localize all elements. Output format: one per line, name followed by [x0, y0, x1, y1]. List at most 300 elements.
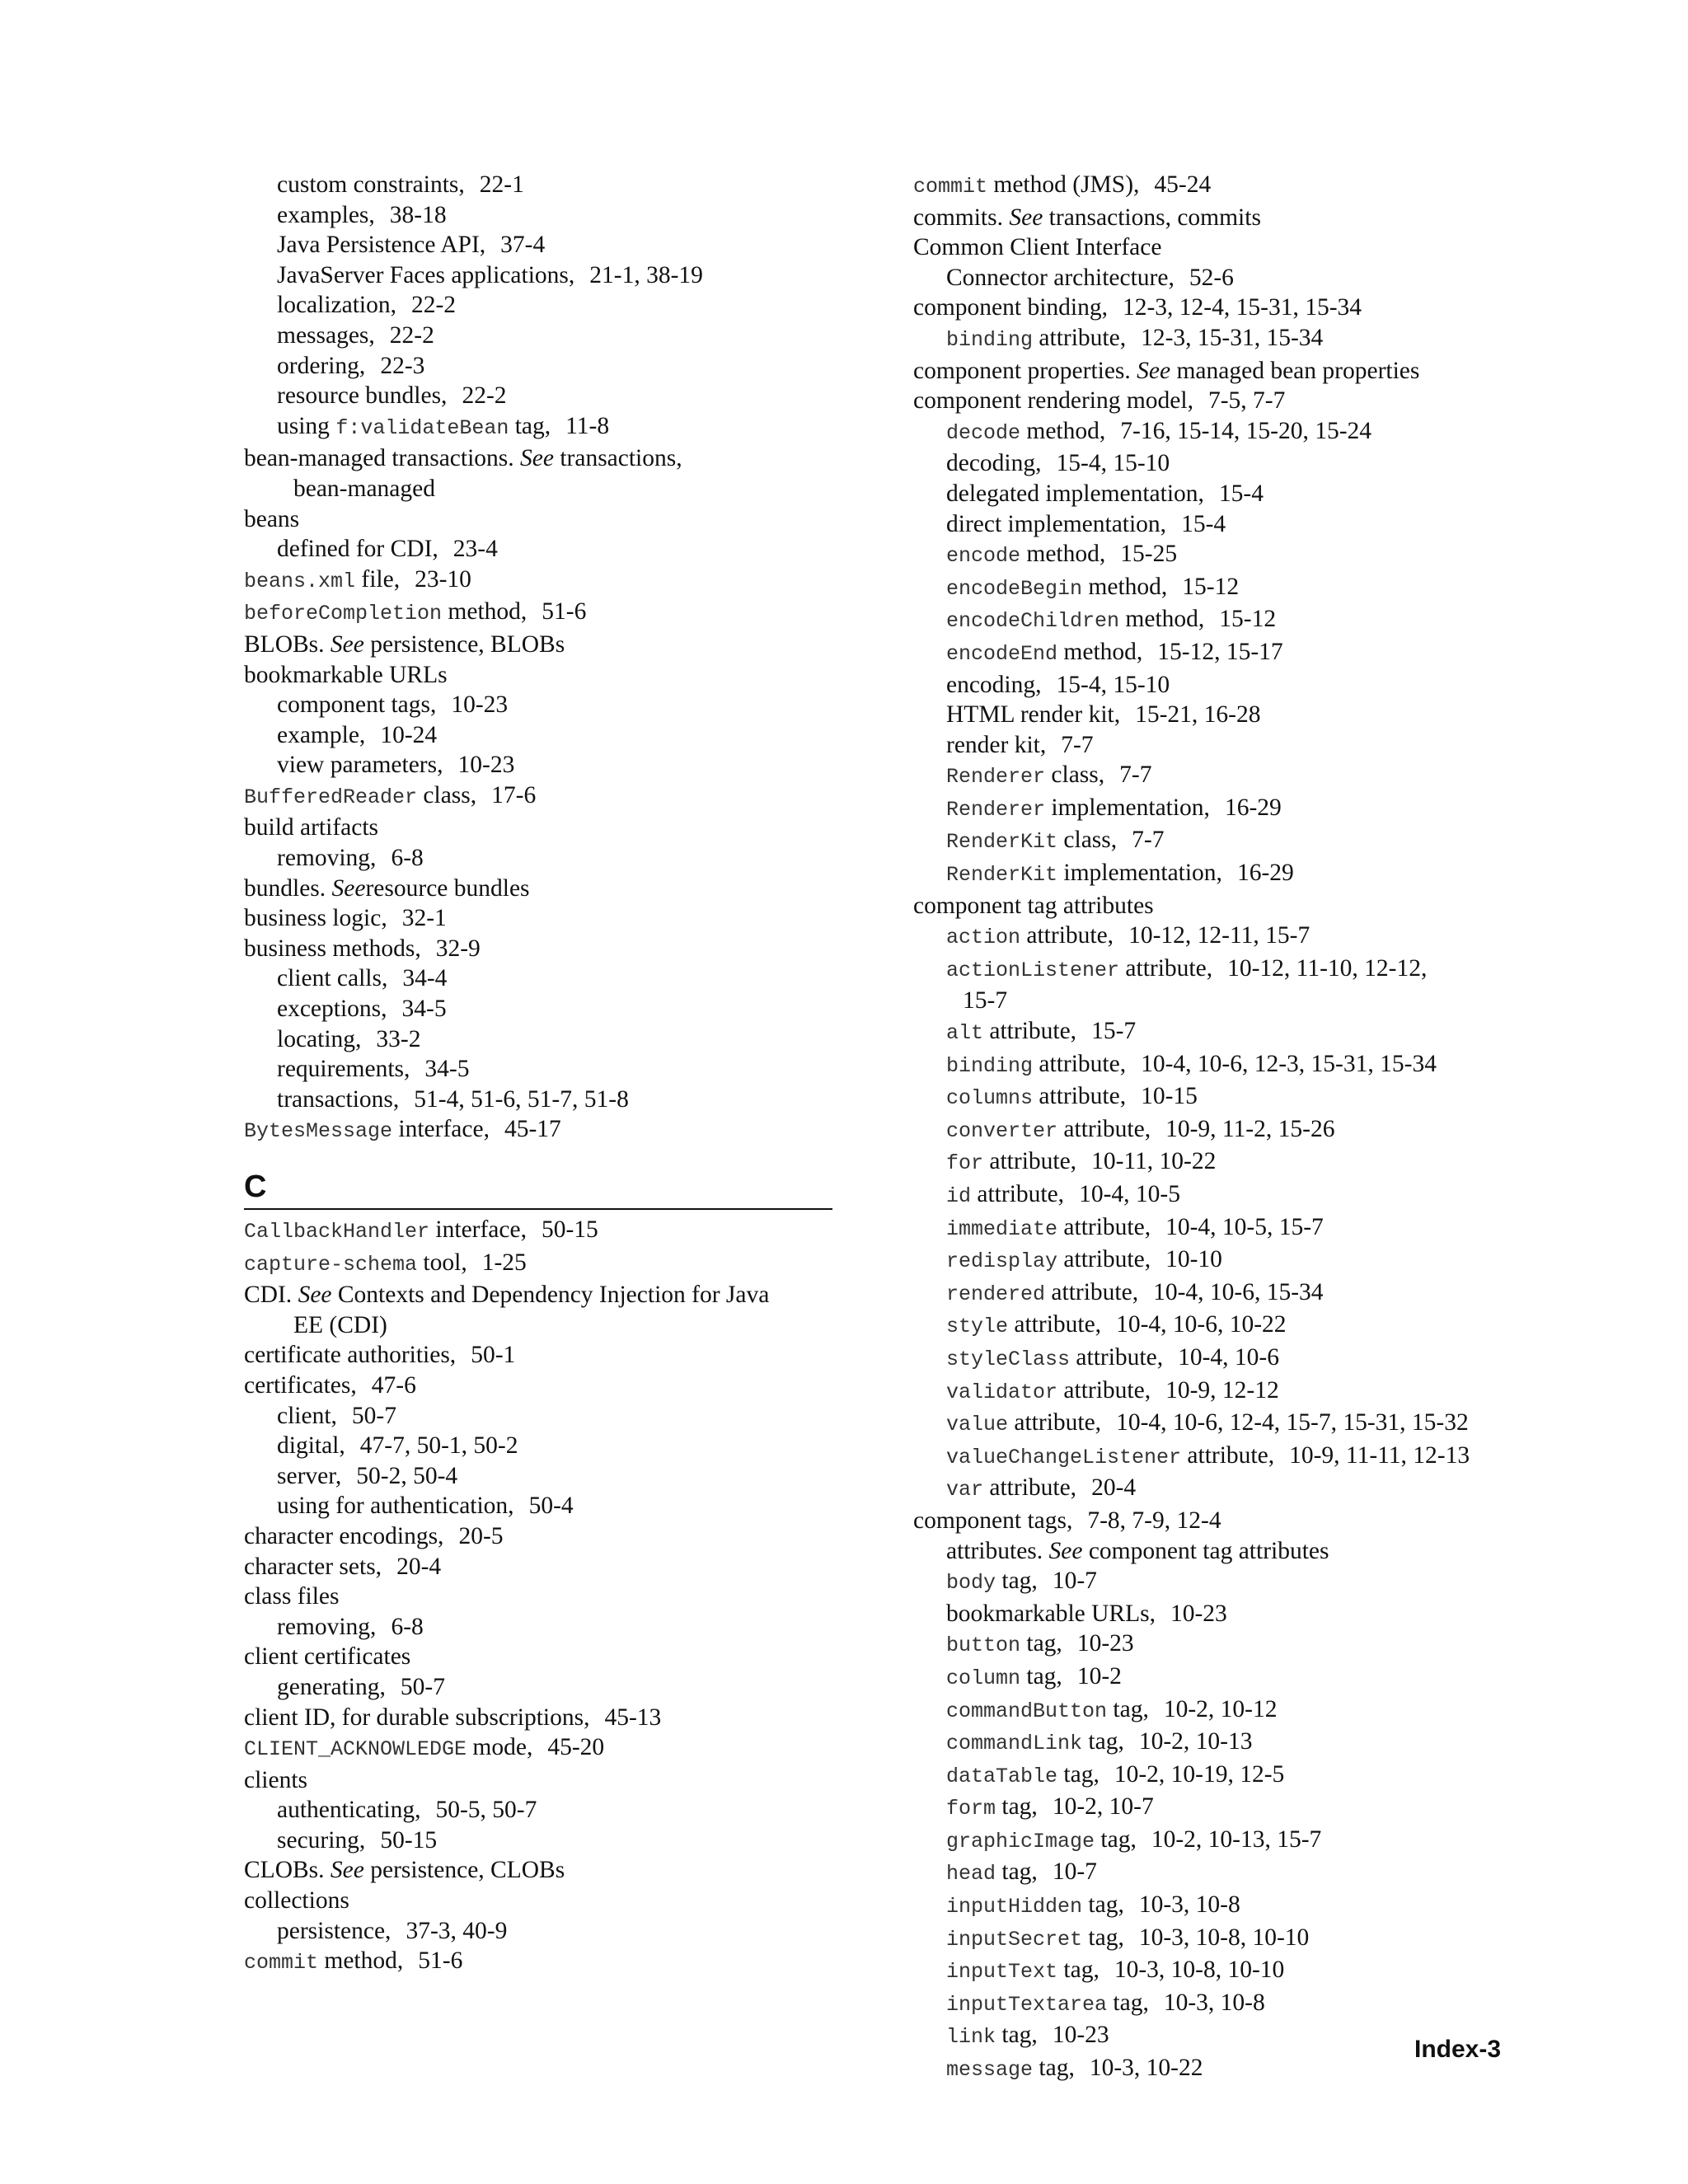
index-subentry — [913, 1473, 1540, 1506]
entry-text: 10-15 — [1141, 1083, 1198, 1110]
entry-text: class files — [244, 1583, 340, 1610]
code-term: form — [946, 1797, 996, 1821]
entry-text: 47-6 — [371, 1371, 416, 1399]
index-subentry — [244, 1431, 837, 1461]
index-entry — [913, 170, 1540, 203]
entry-text: 6-8 — [391, 845, 424, 872]
entry-text: 10-11, 10-22 — [1091, 1148, 1217, 1175]
index-subentry — [244, 351, 837, 382]
code-term: id — [946, 1184, 972, 1208]
entry-text: attribute, — [1008, 1311, 1102, 1338]
index-subentry — [913, 1277, 1540, 1310]
index-subentry — [913, 1441, 1540, 1474]
entry-text: using — [277, 412, 336, 439]
index-subentry — [913, 323, 1540, 356]
index-entry — [244, 1886, 837, 1916]
index-subentry — [913, 1212, 1540, 1245]
entry-text: attribute, — [971, 1181, 1065, 1207]
index-subentry — [913, 1408, 1540, 1441]
entry-text: Contexts and Dependency Injection for Java — [331, 1282, 770, 1309]
entry-text: 15-25 — [1120, 541, 1178, 568]
code-term: Renderer — [946, 797, 1046, 822]
entry-text: Common Client Interface — [913, 234, 1162, 261]
index-subentry — [913, 670, 1540, 701]
entry-text: 23-4 — [452, 536, 498, 563]
index-entry-continuation — [913, 986, 1540, 1016]
index-subentry — [913, 1310, 1540, 1343]
code-term: encodeEnd — [946, 641, 1058, 666]
code-term: inputText — [946, 1960, 1058, 1985]
entry-text: Connector architecture, — [946, 264, 1175, 291]
entry-text: 10-4, 10-6, 12-3, 15-31, 15-34 — [1141, 1050, 1437, 1077]
entry-text: certificate authorities, — [244, 1342, 457, 1369]
entry-text: 45-20 — [547, 1734, 605, 1761]
entry-text: 34-5 — [424, 1056, 470, 1083]
index-subentry — [913, 825, 1540, 858]
index-subentry — [913, 1016, 1540, 1049]
entry-text: 50-1 — [471, 1342, 516, 1369]
index-subentry — [913, 416, 1540, 449]
entry-text: 7-7 — [1119, 762, 1152, 789]
entry-text: view parameters, — [277, 752, 443, 779]
entry-text: 10-4, 10-6, 15-34 — [1153, 1278, 1324, 1305]
entry-text: tag, — [996, 1568, 1038, 1595]
index-entry — [244, 1582, 837, 1612]
see-reference: See — [520, 445, 554, 472]
index-subentry — [913, 263, 1540, 293]
entry-text: 20-5 — [458, 1522, 504, 1549]
entry-text: 10-10 — [1165, 1246, 1222, 1273]
code-term: BufferedReader — [244, 785, 418, 809]
entry-text: examples, — [277, 201, 375, 228]
code-term: styleClass — [946, 1347, 1071, 1371]
index-subentry — [913, 1629, 1540, 1661]
code-term: binding — [946, 327, 1034, 352]
entry-text: component tags, — [913, 1507, 1073, 1534]
index-subentry — [913, 1536, 1540, 1567]
index-entry — [913, 386, 1540, 416]
entry-text: 23-10 — [415, 565, 471, 593]
entry-text: resource bundles — [365, 874, 530, 902]
index-subentry — [913, 793, 1540, 826]
index-entry — [913, 1506, 1540, 1536]
index-entry — [244, 1521, 837, 1552]
entry-text: bookmarkable URLs — [244, 661, 448, 688]
entry-text: 10-2, 10-19, 12-5 — [1114, 1760, 1285, 1788]
index-entry — [913, 203, 1540, 233]
index-entry — [244, 1340, 837, 1371]
see-reference: See — [1009, 204, 1043, 231]
code-term: inputSecret — [946, 1927, 1083, 1952]
entry-text: 32-1 — [401, 905, 447, 932]
code-term: BytesMessage — [244, 1119, 393, 1144]
entry-text: authenticating, — [277, 1797, 421, 1824]
code-term: CallbackHandler — [244, 1220, 430, 1244]
index-subentry — [244, 290, 837, 321]
index-subentry — [913, 858, 1540, 891]
see-reference: See — [330, 1857, 364, 1884]
entry-text: component rendering model, — [913, 387, 1193, 415]
entry-text: 10-2, 10-12 — [1163, 1695, 1278, 1722]
entry-text: delegated implementation, — [946, 480, 1204, 507]
index-subentry — [244, 411, 837, 444]
entry-text: 50-15 — [380, 1826, 438, 1854]
index-subentry — [244, 1085, 837, 1115]
index-subentry — [244, 1054, 837, 1085]
index-entry — [244, 1248, 837, 1281]
entry-text: bean-managed transactions. — [244, 445, 521, 472]
index-subentry — [913, 700, 1540, 730]
entry-text: 10-9, 11-2, 15-26 — [1165, 1115, 1335, 1142]
code-term: commandButton — [946, 1699, 1108, 1723]
entry-text: 33-2 — [376, 1025, 421, 1052]
index-subentry — [913, 1566, 1540, 1599]
entry-text: method, — [1020, 541, 1106, 568]
entry-text: 16-29 — [1236, 860, 1294, 887]
code-term: encodeBegin — [946, 576, 1083, 601]
index-subentry — [913, 637, 1540, 670]
index-subentry — [913, 760, 1540, 793]
entry-text: 51-6 — [418, 1947, 463, 1975]
entry-text: using for authentication, — [277, 1493, 514, 1520]
entry-text: removing, — [277, 1613, 377, 1640]
entry-text: tag, — [996, 1793, 1038, 1821]
index-entry — [244, 780, 837, 813]
index-subentry — [244, 690, 837, 720]
entry-text: attribute, — [1045, 1278, 1139, 1305]
entry-text: tag, — [996, 1858, 1038, 1886]
see-reference: See — [331, 874, 366, 902]
entry-text: character encodings, — [244, 1522, 444, 1549]
index-subentry — [244, 200, 837, 231]
entry-text: 22-2 — [389, 321, 434, 349]
index-subentry — [244, 720, 837, 751]
entry-text: direct implementation, — [946, 510, 1167, 537]
index-subentry — [913, 1146, 1540, 1179]
code-term: f:validateBean — [335, 415, 509, 440]
entry-text: 7-7 — [1132, 827, 1165, 854]
entry-text: 1-25 — [481, 1249, 527, 1276]
index-entry — [244, 565, 837, 598]
entry-text: transactions, — [277, 1085, 400, 1113]
entry-text: tool, — [417, 1249, 467, 1276]
entry-text: custom constraints, — [277, 171, 465, 198]
left-index-column — [244, 170, 837, 1979]
code-term: converter — [946, 1118, 1058, 1143]
index-entry — [244, 874, 837, 904]
code-term: graphicImage — [946, 1829, 1095, 1854]
code-term: dataTable — [946, 1764, 1058, 1788]
entry-text: attribute, — [1057, 1213, 1151, 1240]
index-subentry — [913, 1760, 1540, 1793]
entry-text: 45-13 — [604, 1704, 662, 1731]
entry-text: attribute, — [983, 1018, 1077, 1045]
index-entry — [244, 934, 837, 964]
entry-text: 10-23 — [457, 752, 515, 779]
entry-text: 10-4, 10-6, 12-4, 15-7, 15-31, 15-32 — [1116, 1409, 1469, 1436]
entry-text: interface, — [429, 1216, 527, 1243]
entry-text: Java Persistence API, — [277, 232, 486, 259]
index-entry — [244, 630, 837, 660]
entry-text: attribute, — [1020, 922, 1114, 949]
entry-text: 12-3, 12-4, 15-31, 15-34 — [1122, 294, 1362, 321]
entry-text: attribute, — [1033, 324, 1127, 351]
page-number: Index-3 — [1414, 2036, 1502, 2063]
entry-text: tag, — [996, 2022, 1038, 2049]
entry-text: 10-12, 11-10, 12-12, — [1227, 954, 1428, 982]
index-subentry — [244, 1024, 837, 1055]
entry-text: 15-7 — [1091, 1018, 1137, 1045]
entry-text: 51-6 — [542, 598, 587, 626]
index-entry — [244, 903, 837, 934]
entry-text: HTML render kit, — [946, 701, 1121, 729]
index-entry — [244, 1215, 837, 1248]
code-term: message — [946, 2058, 1034, 2083]
index-subentry — [244, 170, 837, 200]
entry-text: 37-4 — [500, 232, 546, 259]
index-entry — [244, 660, 837, 691]
entry-text: class, — [1057, 827, 1118, 854]
code-term: link — [946, 2025, 996, 2050]
entry-text: 15-4, 15-10 — [1056, 450, 1170, 477]
entry-text: 52-6 — [1189, 264, 1234, 291]
code-term: actionListener — [946, 958, 1120, 982]
entry-text: 45-17 — [504, 1116, 561, 1143]
index-subentry — [913, 730, 1540, 761]
entry-text: attribute, — [1070, 1343, 1164, 1371]
entry-text: bookmarkable URLs, — [946, 1600, 1156, 1627]
entry-text: 10-7 — [1052, 1858, 1097, 1886]
code-term: CLIENT_ACKNOWLEDGE — [244, 1737, 467, 1762]
index-subentry — [913, 1179, 1540, 1212]
entry-text: 10-3, 10-8 — [1163, 1989, 1265, 2016]
code-term: encode — [946, 544, 1021, 569]
entry-text: CDI. — [244, 1282, 298, 1309]
index-subentry — [913, 1727, 1540, 1760]
entry-text: attribute, — [1057, 1115, 1151, 1142]
entry-text: requirements, — [277, 1056, 410, 1083]
entry-text: 15-12 — [1182, 573, 1240, 600]
entry-text: 21-1, 38-19 — [589, 261, 703, 288]
code-term: binding — [946, 1053, 1034, 1078]
entry-text: 32-9 — [435, 935, 481, 962]
entry-text: BLOBs. — [244, 630, 331, 658]
entry-text: digital, — [277, 1432, 345, 1460]
index-subentry — [244, 1916, 837, 1947]
see-reference: See — [298, 1282, 332, 1309]
entry-text: transactions, — [553, 445, 682, 472]
entry-text: attribute, — [1008, 1409, 1102, 1436]
see-reference: See — [1137, 357, 1171, 384]
entry-text: tag, — [1082, 1728, 1124, 1755]
entry-text: attribute, — [983, 1148, 1077, 1175]
entry-text: tag, — [1107, 1695, 1149, 1722]
entry-text: collections — [244, 1887, 349, 1915]
index-subentry — [913, 448, 1540, 479]
entry-text: 10-3, 10-8 — [1138, 1891, 1240, 1919]
index-entry-continuation — [244, 1310, 837, 1341]
entry-text: attribute, — [1057, 1376, 1151, 1404]
entry-text: 7-16, 15-14, 15-20, 15-24 — [1120, 417, 1372, 444]
entry-text: 10-24 — [380, 721, 438, 748]
entry-text: 50-5, 50-7 — [435, 1797, 537, 1824]
entry-text: persistence, CLOBs — [363, 1857, 565, 1884]
index-subentry — [913, 1694, 1540, 1727]
index-subentry — [244, 1612, 837, 1643]
entry-text: attribute, — [983, 1474, 1077, 1502]
entry-text: generating, — [277, 1673, 386, 1700]
index-entry — [244, 1280, 837, 1310]
code-term: validator — [946, 1380, 1058, 1404]
code-term: commit — [244, 1951, 319, 1975]
code-term: RenderKit — [946, 830, 1058, 855]
entry-text: attribute, — [1181, 1441, 1275, 1469]
right-index-column — [913, 170, 1540, 2086]
code-term: value — [946, 1413, 1009, 1437]
entry-text: component properties. — [913, 357, 1137, 384]
entry-text: component binding, — [913, 294, 1108, 321]
entry-text: class, — [1045, 762, 1105, 789]
index-subentry — [244, 534, 837, 565]
entry-text: 20-4 — [396, 1553, 442, 1580]
entry-text: 10-3, 10-8, 10-10 — [1114, 1957, 1285, 1984]
entry-text: 17-6 — [491, 781, 537, 808]
index-subentry — [244, 1401, 837, 1432]
entry-text: tag, — [1057, 1760, 1100, 1788]
index-subentry — [913, 1376, 1540, 1408]
index-entry — [244, 1703, 837, 1733]
entry-text: 7-5, 7-7 — [1207, 387, 1286, 415]
code-term: button — [946, 1633, 1021, 1658]
section-heading: C — [244, 1169, 832, 1210]
entry-text: 10-4, 10-5, 15-7 — [1165, 1213, 1324, 1240]
entry-text: attribute, — [1057, 1246, 1151, 1273]
index-subentry — [244, 321, 837, 351]
code-term: commit — [913, 175, 988, 199]
entry-text: client, — [277, 1402, 337, 1429]
code-term: capture-schema — [244, 1252, 418, 1277]
index-subentry — [913, 954, 1540, 987]
entry-text: attributes. — [946, 1537, 1049, 1564]
code-term: body — [946, 1571, 996, 1596]
entry-text: 10-3, 10-22 — [1089, 2055, 1203, 2082]
code-term: rendered — [946, 1282, 1046, 1306]
entry-text: implementation, — [1057, 860, 1222, 887]
entry-text: file, — [355, 565, 401, 593]
entry-text: CLOBs. — [244, 1857, 331, 1884]
entry-text: 15-4, 15-10 — [1056, 671, 1170, 698]
index-entry — [244, 597, 837, 630]
entry-text: mode, — [467, 1734, 533, 1761]
index-subentry — [244, 381, 837, 411]
index-entry — [244, 1732, 837, 1765]
entry-text: 38-18 — [389, 201, 447, 228]
entry-text: 50-15 — [541, 1216, 598, 1243]
entry-text: attribute, — [1119, 954, 1213, 982]
index-subentry — [244, 750, 837, 780]
code-term: head — [946, 1862, 996, 1886]
entry-text: tag, — [1057, 1957, 1100, 1984]
code-term: beans.xml — [244, 569, 356, 593]
entry-text: 10-2, 10-7 — [1052, 1793, 1154, 1821]
entry-text: tag, — [1020, 1662, 1062, 1690]
entry-text: 37-3, 40-9 — [406, 1917, 508, 1944]
entry-text: securing, — [277, 1826, 366, 1854]
entry-text: tag, — [1020, 1630, 1062, 1657]
index-subentry — [244, 843, 837, 874]
entry-text: example, — [277, 721, 366, 748]
entry-text: client certificates — [244, 1643, 411, 1671]
index-subentry — [913, 509, 1540, 540]
entry-text: 15-7 — [963, 987, 1008, 1015]
entry-text: attribute, — [1033, 1083, 1127, 1110]
entry-text: 10-4, 10-5 — [1079, 1181, 1180, 1207]
entry-text: tag, — [1082, 1924, 1124, 1951]
index-entry — [244, 1855, 837, 1886]
index-entry-continuation — [244, 474, 837, 504]
code-term: Renderer — [946, 765, 1046, 790]
code-term: valueChangeListener — [946, 1445, 1182, 1469]
entry-text: 7-8, 7-9, 12-4 — [1087, 1507, 1221, 1534]
entry-text: tag, — [1082, 1891, 1124, 1919]
code-term: style — [946, 1315, 1009, 1339]
index-entry — [244, 504, 837, 535]
index-subentry — [244, 963, 837, 994]
entry-text: 10-23 — [451, 691, 509, 719]
entry-text: transactions, commits — [1043, 204, 1261, 231]
entry-text: 15-12, 15-17 — [1157, 638, 1283, 665]
index-subentry — [913, 1923, 1540, 1956]
entry-text: 10-9, 12-12 — [1165, 1376, 1279, 1404]
entry-text: 11-8 — [565, 412, 610, 439]
entry-text: commits. — [913, 204, 1010, 231]
entry-text: method, — [1119, 606, 1205, 633]
entry-text: client calls, — [277, 965, 388, 992]
index-entry — [913, 891, 1540, 921]
index-subentry — [913, 479, 1540, 509]
entry-text: 22-2 — [462, 382, 507, 410]
see-reference: See — [1048, 1537, 1083, 1564]
entry-text: resource bundles, — [277, 382, 448, 410]
entry-text: defined for CDI, — [277, 536, 438, 563]
entry-text: 50-7 — [351, 1402, 396, 1429]
index-subentry — [244, 1825, 837, 1856]
index-subentry — [244, 1491, 837, 1521]
code-term: for — [946, 1151, 984, 1176]
index-subentry — [913, 1857, 1540, 1890]
entry-text: decoding, — [946, 450, 1042, 477]
entry-text: 10-4, 10-6 — [1178, 1343, 1279, 1371]
entry-text: certificates, — [244, 1371, 357, 1399]
entry-text: tag, — [1107, 1989, 1149, 2016]
entry-text: 10-2, 10-13, 15-7 — [1151, 1825, 1322, 1853]
entry-text: encoding, — [946, 671, 1042, 698]
entry-text: character sets, — [244, 1553, 382, 1580]
entry-text: tag, — [509, 412, 551, 439]
entry-text: 50-2, 50-4 — [356, 1462, 458, 1489]
index-subentry — [913, 1825, 1540, 1858]
index-subentry — [913, 1988, 1540, 2021]
index-entry — [913, 356, 1540, 387]
code-term: RenderKit — [946, 863, 1058, 888]
code-term: commandLink — [946, 1732, 1083, 1756]
index-entry — [913, 232, 1540, 263]
entry-text: persistence, BLOBs — [363, 630, 565, 658]
entry-text: 6-8 — [391, 1613, 424, 1640]
entry-text: method, — [1057, 638, 1143, 665]
entry-text: bundles. — [244, 874, 332, 902]
entry-text: messages, — [277, 321, 375, 349]
